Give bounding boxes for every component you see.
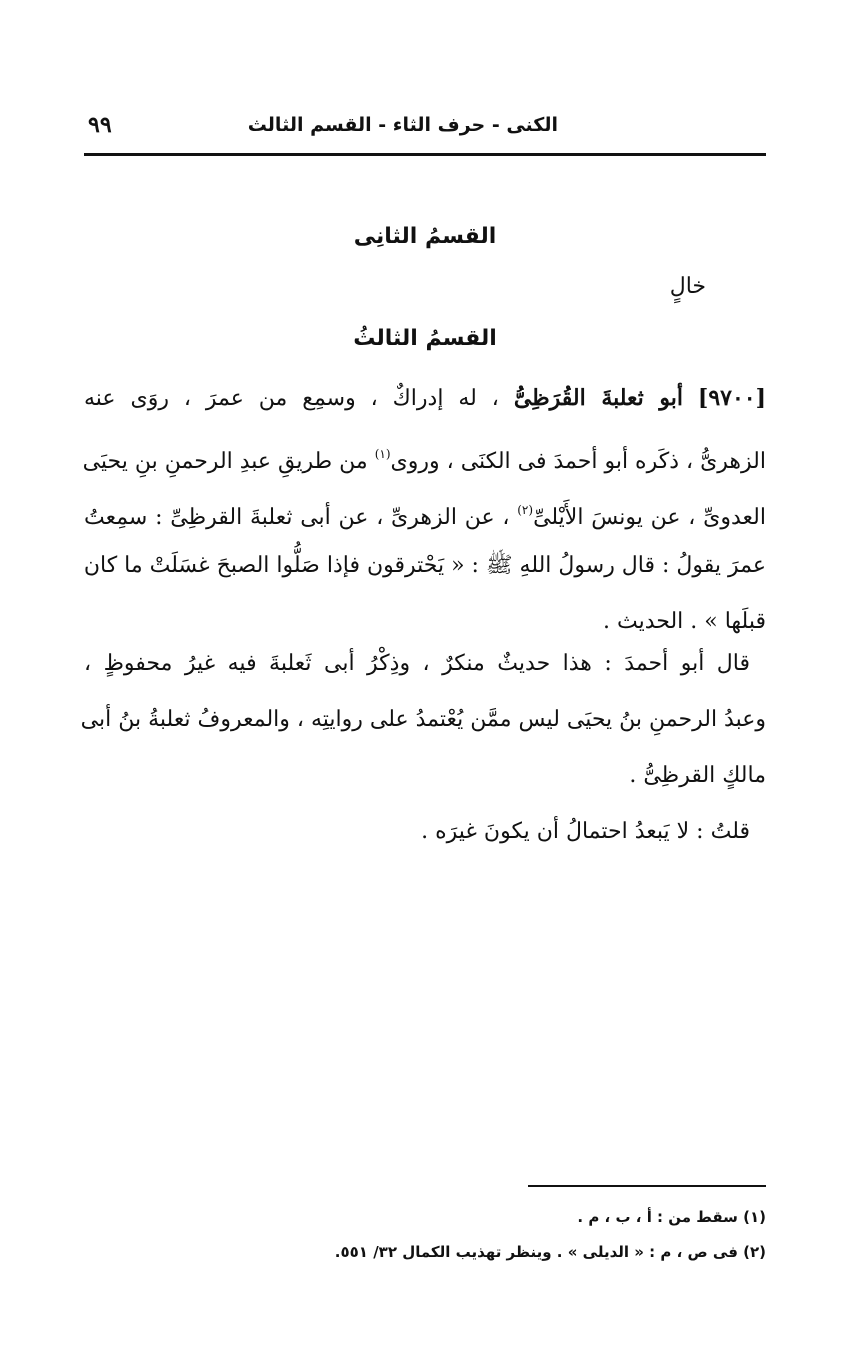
line-text: من طريقِ عبدِ الرحمنِ بنِ يحيَى — [82, 449, 368, 474]
paragraph-line: قبلَها » . الحديث . — [603, 609, 766, 634]
line-text: ، له إدراكٌ ، وسمِع من عمرَ ، روَى عنه — [84, 386, 499, 411]
header-rule — [84, 153, 766, 156]
page-header — [84, 112, 766, 146]
paragraph-line: عمرَ يقولُ : قال رسولُ اللهِ ﷺ : « يَحْترقون فإذا صَلُّوا الصبحَ غسَلَتْ ما كان — [83, 553, 766, 578]
footnote-1: (١) سقط من : أ ، ب ، م . — [577, 1208, 766, 1226]
entry-number: [٩٧٠٠] — [697, 385, 766, 411]
page-number: ٩٩ — [88, 112, 112, 138]
paragraph-line — [84, 370, 766, 426]
paragraph-line: مالكٍ القرظِىُّ . — [629, 763, 766, 788]
paragraph-line: قال أبو أحمدَ : هذا حديثٌ منكرٌ ، وذِكْرُ أبى ثَعلبةَ فيه غيرُ محفوظٍ ، — [84, 651, 750, 676]
entry-paragraph — [84, 370, 766, 650]
section-two-entry: خالٍ — [669, 274, 706, 299]
footnote-ref-1: (١) — [374, 447, 391, 461]
line-text: العدوىِّ ، عن يونسَ الأَيْلىِّ — [533, 505, 766, 530]
paragraph-line — [84, 426, 766, 482]
line-text: ، عن الزهرىِّ ، عن أبى ثعلبةَ القرظِىِّ : سمِعتُ — [84, 505, 510, 530]
running-head: الكنى - حرف الثاء - القسم الثالث — [247, 114, 558, 136]
author-note-paragraph — [84, 804, 766, 860]
commentary-paragraph — [80, 636, 766, 804]
line-text: الزهرىُّ ، ذكَره أبو أحمدَ فى الكنَى ، وروى — [390, 449, 766, 474]
paragraph-line: وعبدُ الرحمنِ بنُ يحيَى ليس ممَّن يُعْتمدُ على روايتِه ، والمعروفُ ثعلبةُ بنُ أبى — [80, 707, 766, 732]
footnote-2: (٢) فى ص ، م : « الديلى » . وينظر تهذيب الكمال ٣٢/ ٥٥١. — [334, 1243, 766, 1261]
footnote-rule — [528, 1185, 766, 1187]
footnote-ref-2: (٢) — [517, 503, 534, 517]
entry-name: أبو ثعلبةَ القُرَظِىُّ — [513, 385, 683, 411]
section-three-heading: القسمُ الثالثُ — [353, 326, 497, 351]
section-two-heading: القسمُ الثانِى — [353, 224, 497, 249]
paragraph-line: قلتُ : لا يَبعدُ احتمالُ أن يكونَ غيرَه . — [421, 819, 750, 844]
paragraph-line — [84, 482, 766, 538]
